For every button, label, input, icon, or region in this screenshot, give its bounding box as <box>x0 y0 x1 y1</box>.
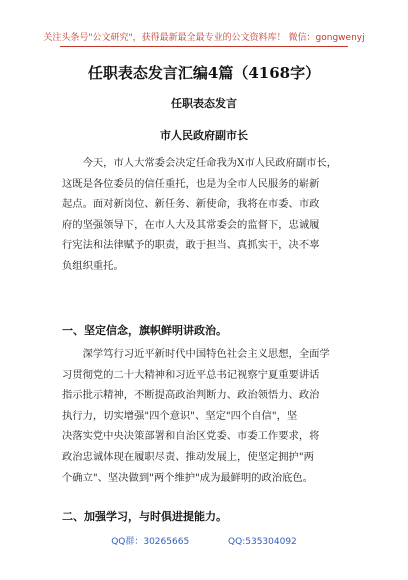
paragraph-line: 起点。面对新岗位、新任务、新使命，我将在市委、市政 <box>62 198 320 211</box>
paragraph-line: 行宪法和法律赋予的职责，敢于担当、真抓实干，决不辜 <box>62 239 320 252</box>
paragraph-line: 指示批示精神，不断提高政治判断力、政治领悟力、政治 <box>62 389 320 402</box>
section-heading-1: 一、坚定信念，旗帜鲜明讲政治。 <box>62 324 227 337</box>
section-heading-2: 二、加强学习，与时俱进提能力。 <box>62 510 227 523</box>
paragraph-line: 决落实党中央决策部署和自治区党委、市委工作要求，将 <box>62 430 320 443</box>
header-divider <box>60 46 348 47</box>
header-note: 关注头条号"公文研究"，获得最新最全最专业的公文资料库！ 微信：gongwenyj <box>43 33 365 43</box>
document-title: 任职表态发言汇编4篇（4168字） <box>87 64 321 82</box>
section-subtitle: 任职表态发言 <box>171 97 237 110</box>
paragraph-line: 负组织重托。 <box>62 259 124 272</box>
paragraph-line: 这既是各位委员的信任重托，也是为全市人民服务的崭新 <box>62 177 320 190</box>
paragraph-line: 今天，市人大常委会决定任命我为X市人民政府副市长， <box>62 157 338 169</box>
footer-qq-group: QQ群：30265665 <box>111 537 190 547</box>
footer-contact <box>0 534 408 547</box>
paragraph-line: 府的坚强领导下，在市人大及其常委会的监督下，忠诚履 <box>62 218 320 231</box>
paragraph-line: 执行力，切实增强"四个意识"、坚定"四个自信"，坚 <box>62 409 298 422</box>
paragraph-line: 习贯彻党的二十大精神和习近平总书记视察宁夏重要讲话 <box>62 368 320 381</box>
paragraph-line: 深学笃行习近平新时代中国特色社会主义思想，全面学 <box>62 348 330 360</box>
paragraph-politics <box>62 344 346 488</box>
footer-qq: QQ:535304092 <box>228 537 297 547</box>
paragraph-line: 政治忠诚体现在履职尽责、推动发展上，使坚定拥护"两 <box>62 450 314 463</box>
paragraph-line: 个确立"、坚决做到"两个维护"成为最鲜明的政治底色。 <box>62 471 314 484</box>
speaker-title: 市人民政府副市长 <box>160 129 248 142</box>
paragraph-intro <box>62 153 346 277</box>
